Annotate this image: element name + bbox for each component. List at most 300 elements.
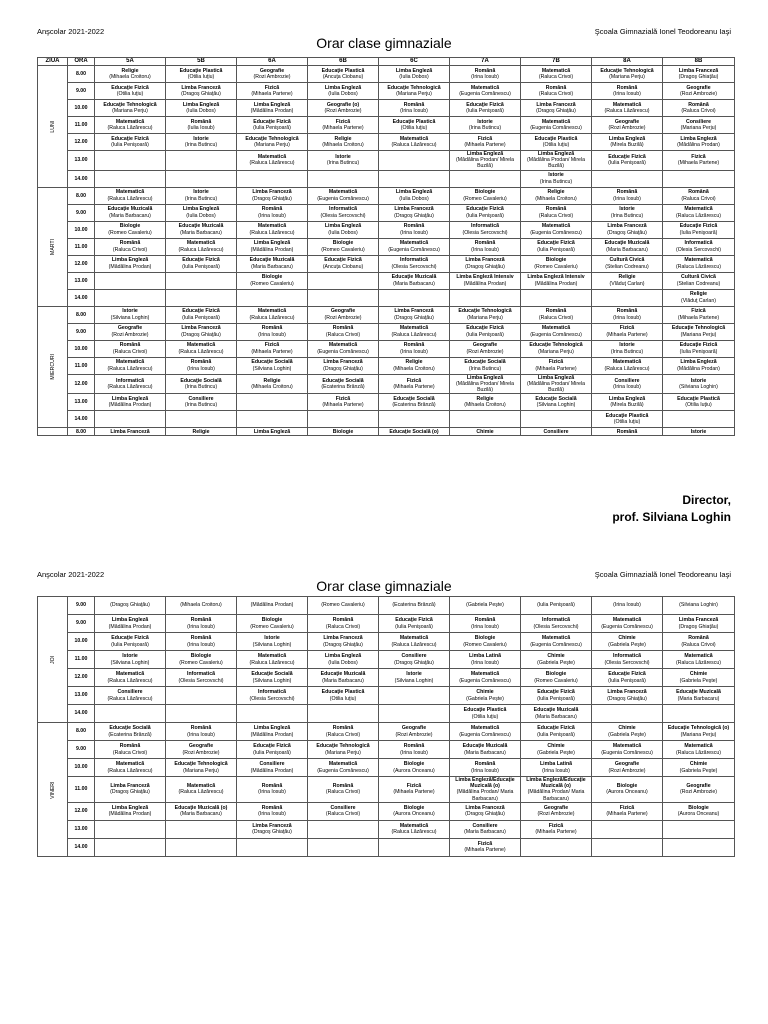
teacher-name: (Olesia Sercovschi): [178, 677, 224, 684]
teacher-name: (Gabriela Peşte): [608, 641, 646, 648]
teacher-name: (Silviana Loghin): [679, 383, 718, 390]
table-row: [38, 394, 735, 411]
teacher-name: (Dragoş Ghiaţău): [607, 695, 647, 702]
timetable-cell: [592, 306, 663, 323]
subject-name: Matematică: [257, 154, 287, 161]
subject-name: Chimie: [618, 635, 636, 642]
teacher-name: (Rozi Ambrozie): [608, 125, 646, 131]
timetable-cell: [308, 723, 379, 741]
timetable-cell: [592, 134, 663, 151]
teacher-name: (Ecaterina Brânză): [321, 383, 365, 390]
subject-name: Limba Franceză: [536, 101, 576, 108]
subject-name: Educaţie Fizică: [679, 223, 718, 230]
timetable-cell: [450, 100, 521, 117]
teacher-name: (Iulia Penişoară): [537, 695, 575, 702]
timetable-cell: [308, 238, 379, 255]
column-header: 6B: [308, 58, 379, 66]
teacher-name: (Ecaterina Brânză): [392, 602, 436, 609]
timetable-cell: [521, 394, 592, 411]
table-row: [38, 802, 735, 820]
timetable-cell: [663, 802, 735, 820]
timetable-cell: [379, 238, 450, 255]
teacher-name: (Silviana Loghin): [110, 659, 150, 666]
timetable-cell: [308, 221, 379, 238]
teacher-name: (Dragoş Ghiaţău): [110, 789, 150, 796]
timetable-cell: [663, 221, 735, 238]
subject-name: Istorie: [264, 635, 280, 642]
timetable-cell: [237, 306, 308, 323]
subject-name: Matematică: [470, 84, 500, 91]
teacher-name: (Irina Iosub): [471, 74, 499, 80]
timetable-cell: [663, 204, 735, 221]
timetable-cell: [379, 651, 450, 669]
subject-name: Educaţie Tehnologică: [529, 342, 583, 349]
teacher-name: (Maria Barbacaru): [677, 695, 720, 702]
subject-name: Consiliere: [259, 761, 285, 768]
subject-name: Matematică: [541, 118, 571, 125]
teacher-name: (Rozi Ambrozie): [395, 731, 433, 738]
teacher-name: (Irina Butincu): [468, 125, 502, 131]
subject-name: Religie: [334, 135, 352, 142]
column-header: ZIUA: [38, 58, 68, 66]
teacher-name: (Iulia Dobos): [399, 195, 429, 202]
subject-name: Matematică: [541, 223, 571, 230]
timetable-cell: [379, 802, 450, 820]
teacher-name: (Mădălina Prodan/ Mirela Buzilă): [456, 157, 514, 170]
teacher-name: (Irina Iosub): [400, 749, 428, 756]
timetable-cell: [95, 838, 166, 856]
timetable-cell: [237, 221, 308, 238]
subject-name: Istorie: [477, 118, 493, 125]
teacher-name: (Irina Butincu): [468, 365, 502, 372]
subject-name: Cultură Civică: [681, 274, 716, 281]
timetable-cell: [379, 357, 450, 374]
subject-name: Informatică: [400, 257, 428, 264]
timetable-cell: [166, 597, 237, 615]
timetable-cell: [663, 66, 735, 83]
hour-label: 12.00: [68, 134, 95, 151]
timetable-cell: [592, 759, 663, 777]
timetable-cell: [237, 759, 308, 777]
timetable-cell: [379, 323, 450, 340]
subject-name: Limba Engleză: [111, 396, 149, 403]
subject-name: Matematică: [470, 671, 500, 678]
timetable-cell: [521, 411, 592, 428]
timetable-cell: [166, 238, 237, 255]
table-row: [38, 838, 735, 856]
timetable-cell: [95, 100, 166, 117]
timetable-cell: [308, 687, 379, 705]
subject-name: Limba Franceză: [465, 257, 505, 264]
subject-name: Educaţie Fizică: [466, 325, 504, 332]
teacher-name: (Iulia Penişoară): [466, 331, 504, 338]
teacher-name: (Rozi Ambrozie): [182, 749, 220, 756]
timetable-cell: [95, 615, 166, 633]
timetable-cell: [521, 820, 592, 838]
subject-name: Matematică: [541, 67, 571, 74]
teacher-name: (Romeo Cavaleriu): [321, 246, 365, 253]
timetable-cell: [379, 204, 450, 221]
timetable-cell: [308, 306, 379, 323]
subject-name: Română: [119, 743, 141, 750]
timetable-cell: [592, 615, 663, 633]
timetable-cell: [308, 802, 379, 820]
subject-name: Consiliere: [401, 653, 427, 660]
teacher-name: (Gabriela Peşte): [537, 659, 575, 666]
subject-name: Educaţie Fizică: [679, 342, 718, 349]
timetable-cell: [95, 117, 166, 134]
timetable-cell: [237, 323, 308, 340]
subject-name: Limba Engleză: [324, 653, 362, 660]
table-row: [38, 187, 735, 204]
day-label: JOI: [38, 597, 68, 723]
teacher-name: (Mădălina Prodan/ Mirela Buzilă): [527, 380, 585, 394]
timetable-cell: [166, 374, 237, 394]
subject-name: Educaţie Socială: [322, 377, 364, 384]
timetable-cell: [379, 374, 450, 394]
timetable-cell: [450, 394, 521, 411]
timetable-cell: [521, 187, 592, 204]
subject-name: Română: [474, 761, 496, 768]
teacher-name: (Raluca Lăzărescu): [107, 125, 153, 131]
subject-name: Educaţie Plastică: [605, 413, 649, 420]
teacher-name: (Raluca Lăzărescu): [107, 383, 153, 390]
timetable-cell: [450, 759, 521, 777]
teacher-name: (Raluca Lăzărescu): [178, 348, 224, 355]
timetable-cell: [592, 687, 663, 705]
timetable-cell: [663, 134, 735, 151]
timetable-cell: [592, 151, 663, 171]
subject-name: Limba Engleză: [395, 67, 433, 74]
timetable-cell: [450, 66, 521, 83]
teacher-name: (Iulia Penişoară): [466, 108, 504, 114]
timetable-cell: [379, 705, 450, 723]
teacher-name: (Raluca Crivoi): [325, 731, 361, 738]
teacher-name: (Silviana Loghin): [252, 365, 292, 372]
subject-name: Educaţie Muzicală (o): [174, 805, 228, 812]
timetable-cell: [663, 820, 735, 838]
timetable-cell: [592, 289, 663, 306]
hour-label: 14.00: [68, 411, 95, 428]
teacher-name: (Eugenia Comănescu): [317, 348, 369, 355]
day-label: [38, 428, 68, 436]
teacher-name: (Romeo Cavaleriu): [250, 623, 294, 630]
teacher-name: (Mădălina Prodan): [677, 142, 720, 148]
subject-name: Limba Franceză: [323, 359, 363, 366]
teacher-name: (Romeo Cavaleriu): [108, 229, 152, 236]
timetable-cell: [592, 340, 663, 357]
timetable-cell: [521, 597, 592, 615]
teacher-name: (Mariana Perju): [680, 731, 717, 738]
teacher-name: (Rozi Ambrozie): [324, 314, 362, 321]
teacher-name: (Mariana Perju): [183, 767, 219, 774]
timetable-cell: [663, 394, 735, 411]
teacher-name: (Eugenia Comănescu): [459, 91, 511, 97]
teacher-name: (Mihaela Croitoru): [322, 142, 364, 148]
subject-name: Biologie: [616, 783, 638, 790]
timetable-cell: [308, 759, 379, 777]
subject-name: Educaţie Plastică: [392, 118, 436, 125]
teacher-name: (Mihaela Croitoru): [464, 402, 506, 409]
timetable-cell: [95, 759, 166, 777]
teacher-name: (Otilia Iuţiu): [471, 713, 499, 720]
subject-name: Matematică: [612, 359, 642, 366]
timetable-cell: [237, 633, 308, 651]
subject-name: Română: [190, 617, 212, 624]
timetable-cell: [237, 597, 308, 615]
teacher-name: (Irina Butincu): [610, 348, 644, 355]
timetable-cell: [237, 741, 308, 759]
subject-name: Matematică: [115, 189, 145, 196]
hour-label: 11.00: [68, 357, 95, 374]
teacher-name: (Raluca Crivoi): [325, 811, 361, 818]
subject-name: Matematică: [186, 342, 216, 349]
subject-name: Limba Engleză: [111, 805, 149, 812]
timetable-cell: [450, 238, 521, 255]
timetable-cell: [592, 669, 663, 687]
subject-name: Biologie: [261, 617, 283, 624]
hour-label: 9.00: [68, 597, 95, 615]
hour-label: 12.00: [68, 669, 95, 687]
teacher-name: (Silviana Loghin): [536, 402, 576, 409]
timetable-cell: [521, 117, 592, 134]
subject-name: Educaţie Plastică: [463, 707, 507, 714]
subject-name: Matematică: [328, 342, 358, 349]
column-header: ORA: [68, 58, 95, 66]
hour-label: 13.00: [68, 820, 95, 838]
table-row: [38, 705, 735, 723]
subject-name: Educaţie Plastică: [677, 396, 720, 403]
teacher-name: (Raluca Crivoi): [538, 314, 574, 321]
teacher-name: (Otilia Iuţiu): [116, 91, 144, 97]
teacher-name: (Aurora Onceanu): [393, 767, 435, 774]
teacher-name: (Olesia Sercovschi): [391, 263, 437, 270]
subject-name: Română: [332, 325, 354, 332]
teacher-name: (Mădălina Prodan): [250, 602, 294, 609]
timetable-cell: [521, 651, 592, 669]
timetable-cell: [450, 374, 521, 394]
signature-name: prof. Silviana Loghin: [612, 510, 731, 524]
timetable-cell: [237, 134, 308, 151]
timetable-cell: [95, 651, 166, 669]
table-row: [38, 134, 735, 151]
table-row: [38, 204, 735, 221]
timetable-cell: [308, 820, 379, 838]
teacher-name: (Mihaela Partene): [535, 365, 577, 372]
timetable-cell: [450, 820, 521, 838]
subject-name: Consiliere: [472, 823, 498, 830]
teacher-name: (Mariana Perju): [112, 108, 148, 114]
column-header: 5B: [166, 58, 237, 66]
timetable-cell: [592, 777, 663, 803]
timetable-cell: [663, 323, 735, 340]
subject-name: Română: [403, 342, 425, 349]
timetable-cell: [308, 777, 379, 803]
teacher-name: (Romeo Cavaleriu): [179, 659, 223, 666]
timetable-cell: [663, 340, 735, 357]
teacher-name: (Maria Barbacaru): [109, 212, 151, 219]
subject-name: Fizică: [691, 154, 706, 161]
timetable-cell: [308, 151, 379, 171]
subject-name: Matematică: [684, 743, 713, 750]
timetable-cell: [308, 669, 379, 687]
teacher-name: (Iulia Penişoară): [182, 314, 220, 321]
teacher-name: (Mihaela Croitoru): [109, 74, 151, 80]
timetable-cell: [663, 289, 735, 306]
timetable-cell: [166, 272, 237, 289]
teacher-name: (Otilia Iuţiu): [187, 74, 215, 80]
subject-name: Limba Engleză: [537, 151, 575, 157]
page-2: [0, 570, 768, 854]
teacher-name: (Dragoş Ghiaţău): [394, 659, 434, 666]
timetable-cell: [663, 272, 735, 289]
timetable-cell: [450, 117, 521, 134]
table-row: [38, 777, 735, 803]
subject-name: Limba Engleză: [182, 101, 220, 108]
timetable-cell: [379, 615, 450, 633]
timetable-cell: [450, 428, 521, 436]
timetable-cell: [450, 651, 521, 669]
hour-label: 9.00: [68, 204, 95, 221]
timetable-cell: [663, 723, 735, 741]
teacher-name: (Dragoş Ghiaţău): [394, 314, 434, 321]
hour-label: 11.00: [68, 117, 95, 134]
teacher-name: (Raluca Crivoi): [112, 348, 148, 355]
timetable-cell: [95, 777, 166, 803]
timetable-cell: [450, 633, 521, 651]
subject-name: Cultură Civică: [609, 257, 645, 264]
subject-name: Matematică: [470, 725, 500, 732]
timetable-cell: [166, 170, 237, 187]
timetable-cell: [450, 777, 521, 803]
timetable-cell: [237, 151, 308, 171]
hour-label: 12.00: [68, 802, 95, 820]
teacher-name: (Iulia Penişoară): [253, 125, 291, 131]
teacher-name: (Mădălina Prodan/ Mirela Buzilă): [527, 157, 585, 170]
subject-name: Limba Engleză: [324, 84, 362, 91]
subject-name: Limba Franceză: [110, 783, 150, 790]
subject-name: Biologie: [332, 240, 354, 247]
teacher-name: (Raluca Crivoi): [681, 108, 716, 114]
timetable-cell: [592, 374, 663, 394]
teacher-name: (Eugenia Comănescu): [601, 749, 653, 756]
subject-name: Istorie: [122, 653, 138, 660]
timetable-cell: [237, 289, 308, 306]
timetable-cell: [379, 687, 450, 705]
subject-name: Educaţie Tehnologică: [245, 135, 299, 142]
subject-name: Educaţie Socială: [109, 725, 151, 732]
timetable-cell: [308, 597, 379, 615]
timetable-cell: [450, 187, 521, 204]
column-header: 6C: [379, 58, 450, 66]
teacher-name: (Eugenia Comănescu): [530, 125, 582, 131]
timetable-cell: [95, 151, 166, 171]
teacher-name: (Mădălina Prodan): [108, 402, 152, 409]
hour-label: 11.00: [68, 651, 95, 669]
table-row: [38, 117, 735, 134]
teacher-name: (Mădălina Prodan): [250, 108, 294, 114]
hour-label: 8.00: [68, 306, 95, 323]
teacher-name: (Eugenia Comănescu): [317, 195, 369, 202]
subject-name: Română: [403, 101, 425, 108]
timetable-cell: [237, 187, 308, 204]
timetable-cell: [95, 255, 166, 272]
timetable-cell: [308, 323, 379, 340]
teacher-name: (Mădălina Prodan): [108, 623, 152, 630]
subject-name: Matematică: [399, 240, 429, 247]
timetable-cell: [663, 597, 735, 615]
teacher-name: (Raluca Crivoi): [112, 246, 148, 253]
subject-name: Educaţie Fizică: [537, 689, 575, 696]
teacher-name: (Eugenia Comănescu): [530, 331, 582, 338]
teacher-name: (Iulia Penişoară): [608, 160, 646, 167]
teacher-name: (Rozi Ambrozie): [680, 789, 717, 796]
table-row: [38, 306, 735, 323]
table-row: [38, 615, 735, 633]
subject-name: Limba Franceză: [323, 635, 363, 642]
subject-name: Consiliere: [188, 396, 214, 403]
timetable-cell: [308, 134, 379, 151]
timetable-cell: [379, 66, 450, 83]
subject-name: Educaţie Socială: [535, 396, 577, 403]
subject-name: Istorie: [548, 172, 564, 179]
subject-name: Matematică: [612, 743, 642, 750]
subject-name: Educaţie Fizică: [466, 206, 504, 213]
table-row-partial: [38, 428, 735, 436]
column-header: 7A: [450, 58, 521, 66]
subject-name: Limba Engleză/Educaţie Muzicală (o): [455, 777, 515, 790]
day-label: MARTI: [38, 187, 68, 306]
timetable-cell: [450, 669, 521, 687]
teacher-name: (Gabriela Peşte): [679, 677, 718, 684]
teacher-name: (Dragoş Ghiaţău): [536, 108, 576, 114]
timetable-cell: [663, 151, 735, 171]
timetable-cell: [95, 687, 166, 705]
timetable-cell: [237, 705, 308, 723]
teacher-name: (Rozi Ambrozie): [537, 811, 575, 818]
timetable-cell: [95, 306, 166, 323]
teacher-name: (Irina Butincu): [184, 383, 218, 390]
teacher-name: (Irina Iosub): [258, 212, 286, 219]
teacher-name: (Raluca Crivoi): [325, 331, 361, 338]
teacher-name: (Raluca Lăzărescu): [676, 749, 721, 756]
timetable-cell: [379, 633, 450, 651]
timetable-cell: [237, 428, 308, 436]
timetable-cell: [95, 323, 166, 340]
teacher-name: (Dragoş Ghiaţău): [394, 212, 434, 219]
teacher-name: (Dragoş Ghiaţău): [465, 263, 505, 270]
teacher-name: (Rozi Ambrozie): [680, 91, 717, 97]
table-row: [38, 820, 735, 838]
timetable-cell: [95, 187, 166, 204]
subject-name: Română: [688, 189, 709, 196]
teacher-name: (Mihaela Partene): [322, 125, 364, 131]
subject-name: Chimie: [689, 761, 708, 768]
subject-name: Educaţie Fizică: [111, 84, 149, 91]
timetable-cell: [379, 741, 450, 759]
day-label: VINERI: [38, 723, 68, 857]
timetable-cell: [95, 66, 166, 83]
subject-name: Limba Franceză: [678, 617, 719, 624]
subject-name: Limba Engleză Intensiv: [527, 274, 585, 281]
subject-name: Limba Franceză: [607, 689, 647, 696]
subject-name: Geografie: [686, 783, 711, 790]
timetable-cell: [592, 255, 663, 272]
timetable-cell: [521, 134, 592, 151]
timetable-cell: [521, 100, 592, 117]
teacher-name: (Maria Barbacaru): [251, 263, 293, 270]
teacher-name: (Raluca Lăzărescu): [676, 659, 721, 666]
